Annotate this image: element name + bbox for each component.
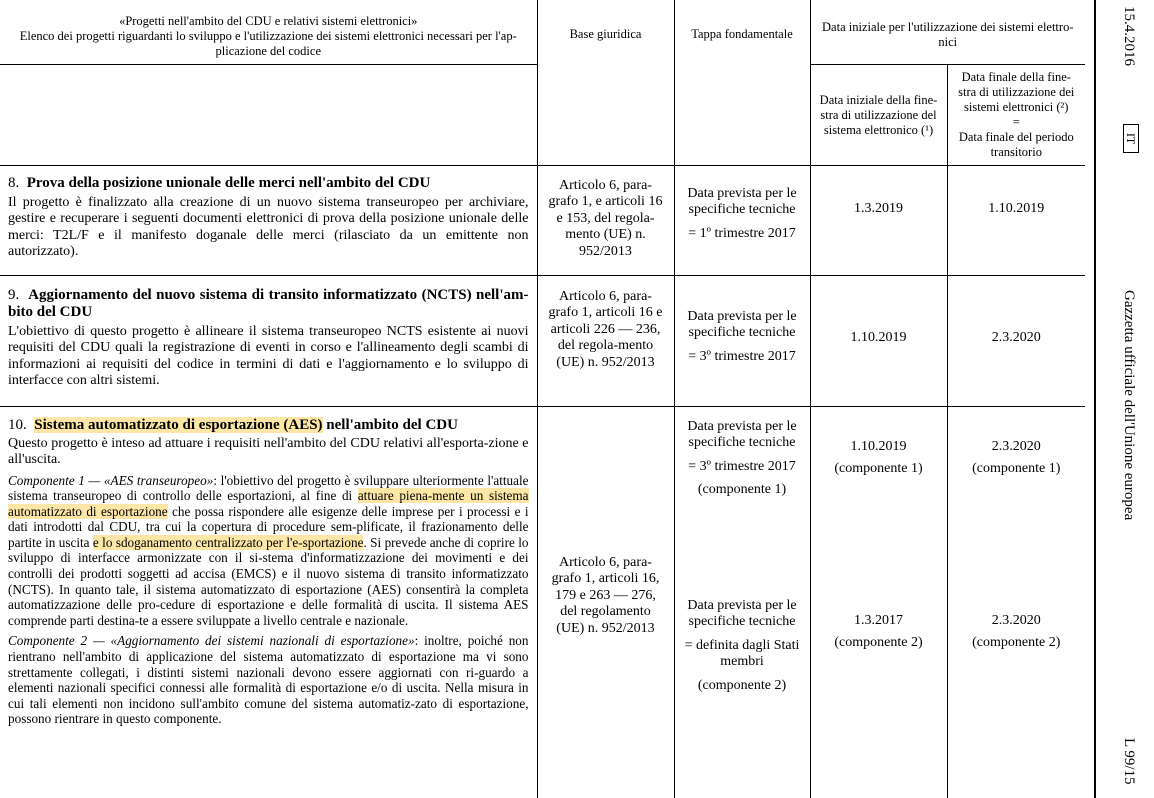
component1-text <box>8 473 529 629</box>
header-empty <box>0 64 537 165</box>
project-number: 9. <box>8 286 20 303</box>
project-text: Questo progetto è inteso ad attuare i requisiti nell'ambito del CDU relativi all'esporta-zione e all'uscita. <box>8 435 529 467</box>
project-title: Prova della posizione unionale delle merci nell'ambito del CDU <box>26 174 431 191</box>
table-row <box>0 406 1085 798</box>
header-projects-line2: Elenco dei progetti riguardanti lo sviluppo e l'utilizzazione dei sistemi elettronici necessari per l'ap- <box>19 29 517 43</box>
tappa-cell <box>674 406 810 798</box>
project-number: 8. <box>8 174 20 191</box>
tappa-component: (componente 2) <box>697 677 787 693</box>
table-row <box>0 165 1085 275</box>
base-text: Articolo 6, para-grafo 1, articoli 16 e articoli 226 — 236, del regola-mento (UE) n. 952/2013 <box>548 288 663 370</box>
highlight-2: e lo sdoganamento centralizzato per l'e-sportazione <box>92 534 364 550</box>
header-end-eq: = <box>1012 114 1020 129</box>
tappa-cell <box>674 275 810 406</box>
component1-part-c: . Si prevede anche di coprire lo sviluppo di interfacce armonizzate con il si-stema d'informatizzazione dei movimenti e dei controlli dei prodotti soggetti ad accisa (EMCS) e il nuovo sistema di transito informatizzato (NCTS). In quanto tale, il sistema automatizzato di esportazione (AES) consentirà la completa automatizzazione delle pro-cedure di esportazione e delle formalità di uscita. Il sistema AES comprende parti destina-te a essere sviluppate a livello centrale e nazionale. <box>8 534 529 628</box>
end-date: 1.10.2019 <box>947 165 1085 275</box>
project-cell <box>0 275 537 406</box>
header-base <box>537 0 674 165</box>
project-title-rest: nell'ambito del CDU <box>322 416 458 433</box>
project-title-highlighted: Sistema automatizzato di esportazione (AES) <box>34 416 323 433</box>
header-dates <box>810 0 1085 64</box>
tappa-text: Data prevista per le specifiche tecniche <box>687 308 797 340</box>
header-projects-title: «Progetti nell'ambito del CDU e relativi sistemi elettronici» <box>119 14 418 28</box>
project-cell <box>0 406 537 798</box>
tappa-quarter: = 3º trimestre 2017 <box>688 458 796 474</box>
journal-sidebar <box>1094 0 1154 798</box>
base-text: Articolo 6, para-grafo 1, articoli 16, 179 e 263 — 276, del regolamento (UE) n. 952/2013 <box>551 554 660 636</box>
highlight-1: attuare piena-mente un sistema automatizzato di esportazione <box>8 488 529 519</box>
start-component: (componente 2) <box>834 635 923 650</box>
project-text: Il progetto è finalizzato alla creazione di un nuovo sistema transeuropeo per archiviare, gestire e recuperare i seguenti documenti elettronici di prova della posizione unionale delle merci: T2L/F e il manifesto doganale delle merci (rilasciato da un emittente non autorizzato). <box>8 194 529 259</box>
project-cell <box>0 165 537 275</box>
tappa-component: (componente 1) <box>697 482 787 497</box>
tappa-quarter: = 1º trimestre 2017 <box>688 225 796 241</box>
project-text: L'obiettivo di questo progetto è allineare il sistema transeuropeo NCTS esistente ai nuovi requisiti del CDU quali la registrazione di eventi in corso e l'allineamento degli scambi di informazioni ai requisiti del codice in termini di dati e l'aggiornamento e lo sviluppo di interfacce con altri sistemi. <box>8 323 529 388</box>
table-row <box>0 275 1085 406</box>
header-dates-label2: nici <box>938 35 958 49</box>
component2-label: Componente 2 — «Aggiornamento dei sistemi nazionali di esportazione» <box>8 633 415 649</box>
end-component: (componente 1) <box>972 461 1061 476</box>
header-end-label2: Data finale del periodo transitorio <box>958 129 1074 159</box>
tappa-defined: = definita dagli Stati membri <box>684 637 800 669</box>
project-number: 10. <box>8 416 27 433</box>
header-projects <box>0 0 537 64</box>
component1-part-b: che possa rispondere alle esigenze delle imprese per i processi e i dati introdotti dal CDU, tra cui la copertura di procedure sem-plificate, il frazionamento delle partite in uscita <box>8 503 529 550</box>
tappa-text: Data prevista per le specifiche tecniche <box>687 597 797 629</box>
base-cell <box>537 165 674 275</box>
header-dates-label: Data iniziale per l'utilizzazione dei sistemi elettro- <box>822 20 1074 34</box>
tappa-text: Data prevista per le specifiche tecniche <box>687 185 797 217</box>
component2-text <box>8 633 529 727</box>
header-projects-line3: plicazione del codice <box>215 44 321 58</box>
base-text: Articolo 6, para-grafo 1, e articoli 16 e 153, del regola-mento (UE) n. 952/2013 <box>548 177 663 259</box>
start-date: 1.10.2019 <box>810 275 947 406</box>
base-cell <box>537 275 674 406</box>
start-date: 1.3.2019 <box>810 165 947 275</box>
component1-part-a: : l'obiettivo del progetto è sviluppare ulteriormente l'attuale sistema transeuropeo di controllo delle esportazioni, al fine di <box>8 472 529 504</box>
journal-name: Gazzetta ufficiale dell'Unione europea <box>1121 290 1137 521</box>
tappa-quarter: = 3º trimestre 2017 <box>688 348 796 364</box>
header-base-label: Base giuridica <box>569 27 642 41</box>
end-date: 2.3.2020 <box>991 612 1041 628</box>
header-end <box>947 64 1085 165</box>
end-date: 2.3.2020 <box>991 438 1041 454</box>
start-date-cell <box>810 406 947 798</box>
publication-date: 15.4.2016 <box>1121 6 1137 66</box>
header-tappa <box>674 0 810 165</box>
end-component: (componente 2) <box>972 635 1061 650</box>
header-start-label: Data iniziale della fine-stra di utilizzazione del sistema elettronico (¹) <box>819 92 938 137</box>
start-date: 1.10.2019 <box>850 438 907 454</box>
base-cell <box>537 406 674 798</box>
start-date: 1.3.2017 <box>854 612 903 628</box>
header-end-label: Data finale della fine-stra di utilizzazione dei sistemi elettronici (²) <box>958 69 1075 114</box>
project-title: Aggiornamento del nuovo sistema di transito informatizzato (NCTS) nell'am-bito del CDU <box>8 286 529 320</box>
tappa-cell <box>674 165 810 275</box>
header-start <box>810 64 947 165</box>
language-box <box>1123 124 1139 153</box>
component1-label: Componente 1 — «AES transeuropeo» <box>8 472 214 488</box>
start-component: (componente 1) <box>834 461 923 476</box>
end-date: 2.3.2020 <box>947 275 1085 406</box>
component2-body: : inoltre, poiché non rientrano nell'ambito di applicazione del sistema automatizzato di esportazione ma vi sono strettamente collegati, i distinti sistemi nazionali devono essere aggiornati con ri-guardo a elementi nazionali specifici connessi alle formalità di esportazione e/o di uscita. Nella misura in cui tali elementi non incidono sull'ambito comune del sistema automatiz-zato di esportazione, possono rientrare in questo componente. <box>8 633 529 727</box>
tappa-text: Data prevista per le specifiche tecniche <box>687 418 797 450</box>
end-date-cell <box>947 406 1085 798</box>
header-tappa-label: Tappa fondamentale <box>691 27 793 41</box>
page-number: L 99/15 <box>1121 738 1137 785</box>
language-code: IT <box>1124 132 1139 145</box>
